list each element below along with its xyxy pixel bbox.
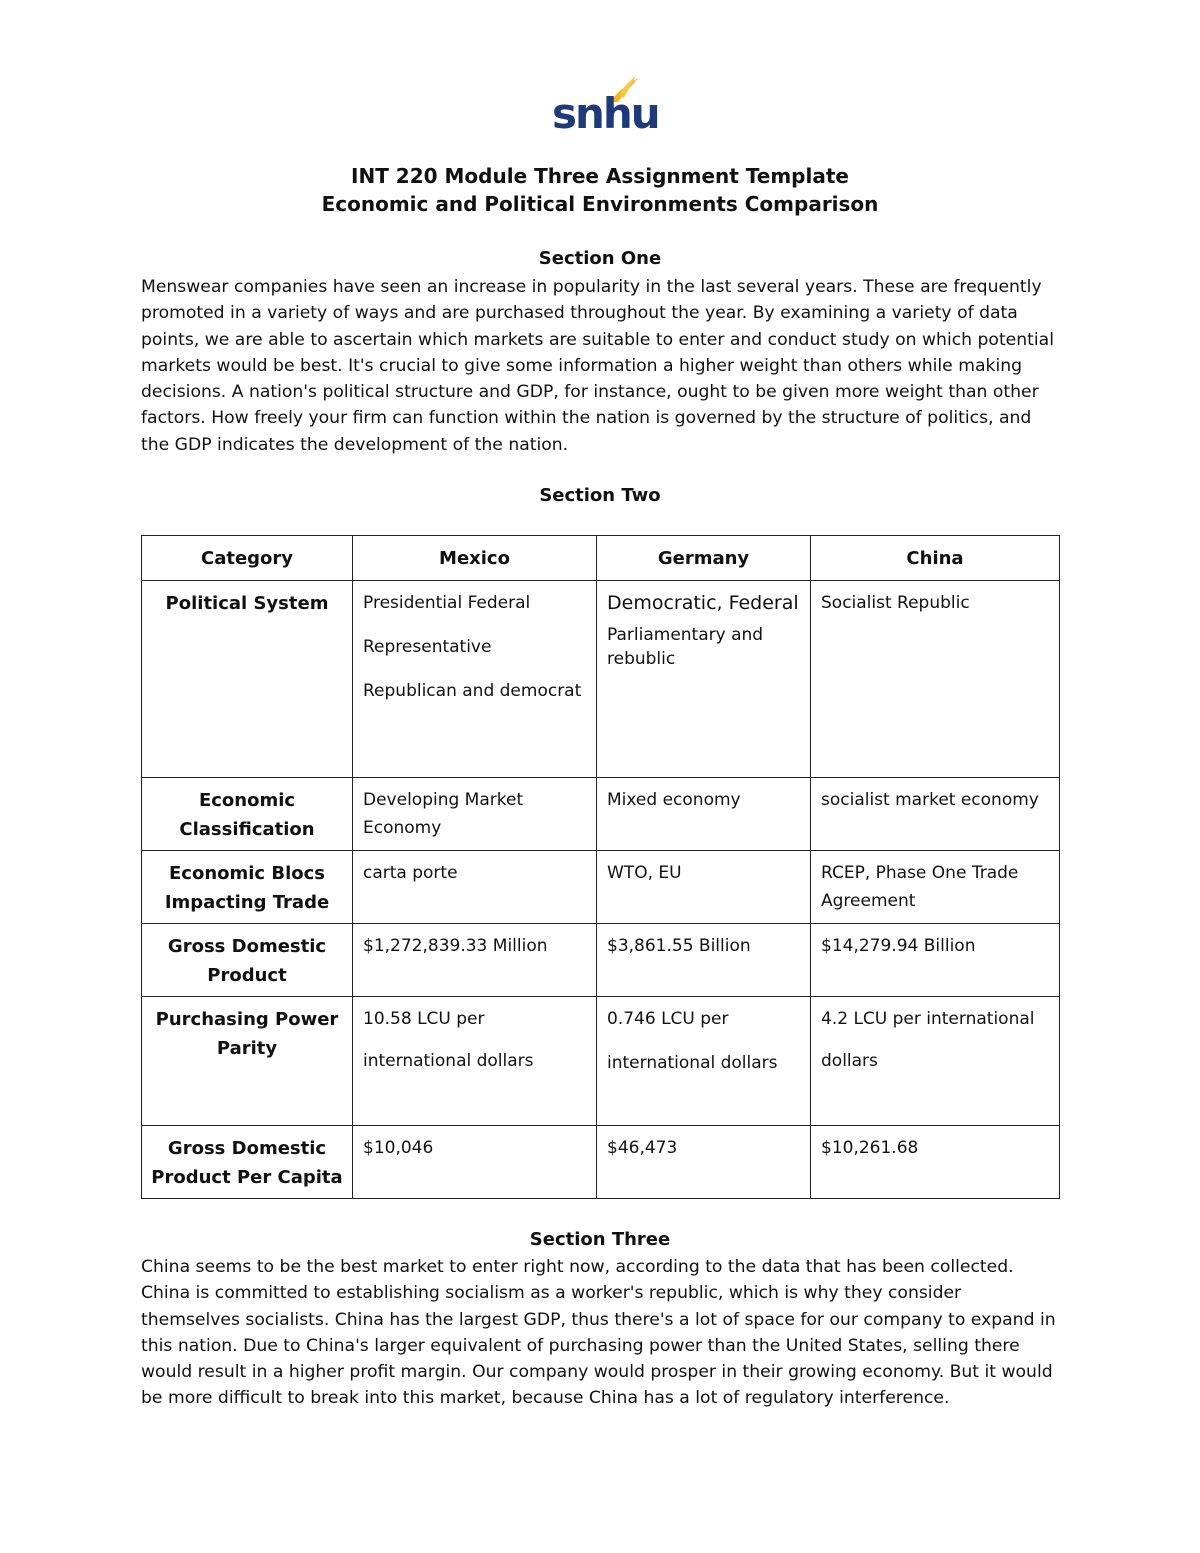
table-row xyxy=(142,997,1060,1126)
cell-line: dollars xyxy=(821,1051,878,1071)
cell-line: Representative xyxy=(363,637,492,657)
row-category: Gross Domestic Product Per Capita xyxy=(142,1126,353,1199)
section-one-body: Menswear companies have seen an increase in popularity in the last several years. These are frequently promoted in a variety of ways and are purchased throughout the year. By examining a variety of data points, we are able to ascertain which markets are suitable to enter and conduct study on which potential markets would be best. It's crucial to give some information a higher weight than others while making decisions. A nation's political structure and GDP, for instance, ought to be given more weight than other factors. How freely your firm can function within the nation is governed by the structure of politics, and the GDP indicates the development of the nation. xyxy=(141,277,1054,455)
row-category: Economic Classification xyxy=(142,778,353,851)
mexico-cell: carta porte xyxy=(353,851,597,924)
table-row xyxy=(142,581,1060,778)
mexico-cell xyxy=(353,581,597,778)
table-header-row xyxy=(142,536,1060,581)
germany-cell: Mixed economy xyxy=(597,778,811,851)
header-mexico: Mexico xyxy=(353,536,597,581)
section-three-body: China seems to be the best market to enter right now, according to the data that has been collected. China is committed to establishing socialism as a worker's republic, which is why they consider themselves socialists. China has the largest GDP, thus there's a lot of space for our company to expand in this nation. Due to China's larger equivalent of purchasing power than the United States, selling there would result in a higher profit margin. Our company would prosper in their growing economy. But it would be more difficult to break into this market, because China has a lot of regulatory interference. xyxy=(141,1257,1056,1409)
section-three-heading: Section Three xyxy=(529,1229,671,1250)
header-china: China xyxy=(811,536,1060,581)
cell-line: international dollars xyxy=(607,1053,778,1073)
header-category: Category xyxy=(142,536,353,581)
header-germany: Germany xyxy=(597,536,811,581)
cell-line: 4.2 LCU per international xyxy=(821,1009,1035,1029)
china-cell: RCEP, Phase One Trade Agreement xyxy=(811,851,1060,924)
row-category: Economic Blocs Impacting Trade xyxy=(142,851,353,924)
row-category: Purchasing Power Parity xyxy=(142,997,353,1126)
document-subtitle: Economic and Political Environments Comparison xyxy=(321,192,879,216)
cell-line: international dollars xyxy=(363,1051,534,1071)
germany-cell: $3,861.55 Billion xyxy=(597,924,811,997)
row-category: Gross Domestic Product xyxy=(142,924,353,997)
germany-cell xyxy=(597,997,811,1126)
snhu-logo xyxy=(552,74,659,138)
table-row xyxy=(142,851,1060,924)
cell-line: Socialist Republic xyxy=(821,593,970,613)
germany-cell: $46,473 xyxy=(597,1126,811,1199)
cell-line: Parliamentary and rebublic xyxy=(607,625,764,669)
table-row xyxy=(142,1126,1060,1199)
cell-line: Presidential Federal xyxy=(363,593,531,613)
mexico-cell: $10,046 xyxy=(353,1126,597,1199)
china-cell: socialist market economy xyxy=(811,778,1060,851)
mexico-cell xyxy=(353,997,597,1126)
logo-text: snhu xyxy=(552,89,659,138)
china-cell: $10,261.68 xyxy=(811,1126,1060,1199)
table-row xyxy=(142,778,1060,851)
china-cell: $14,279.94 Billion xyxy=(811,924,1060,997)
mexico-cell: $1,272,839.33 Million xyxy=(353,924,597,997)
cell-line: 10.58 LCU per xyxy=(363,1009,485,1029)
row-category: Political System xyxy=(142,581,353,778)
section-two-heading: Section Two xyxy=(539,485,661,506)
section-one-heading: Section One xyxy=(538,248,662,269)
cell-line: Republican and democrat xyxy=(363,681,582,701)
china-cell xyxy=(811,997,1060,1126)
china-cell xyxy=(811,581,1060,778)
table-row xyxy=(142,924,1060,997)
cell-line: 0.746 LCU per xyxy=(607,1009,729,1029)
document-title: INT 220 Module Three Assignment Template xyxy=(351,164,849,188)
germany-cell xyxy=(597,581,811,778)
mexico-cell: Developing Market Economy xyxy=(353,778,597,851)
comparison-table xyxy=(141,535,1060,1199)
cell-line: Democratic, Federal xyxy=(607,592,799,614)
germany-cell: WTO, EU xyxy=(597,851,811,924)
